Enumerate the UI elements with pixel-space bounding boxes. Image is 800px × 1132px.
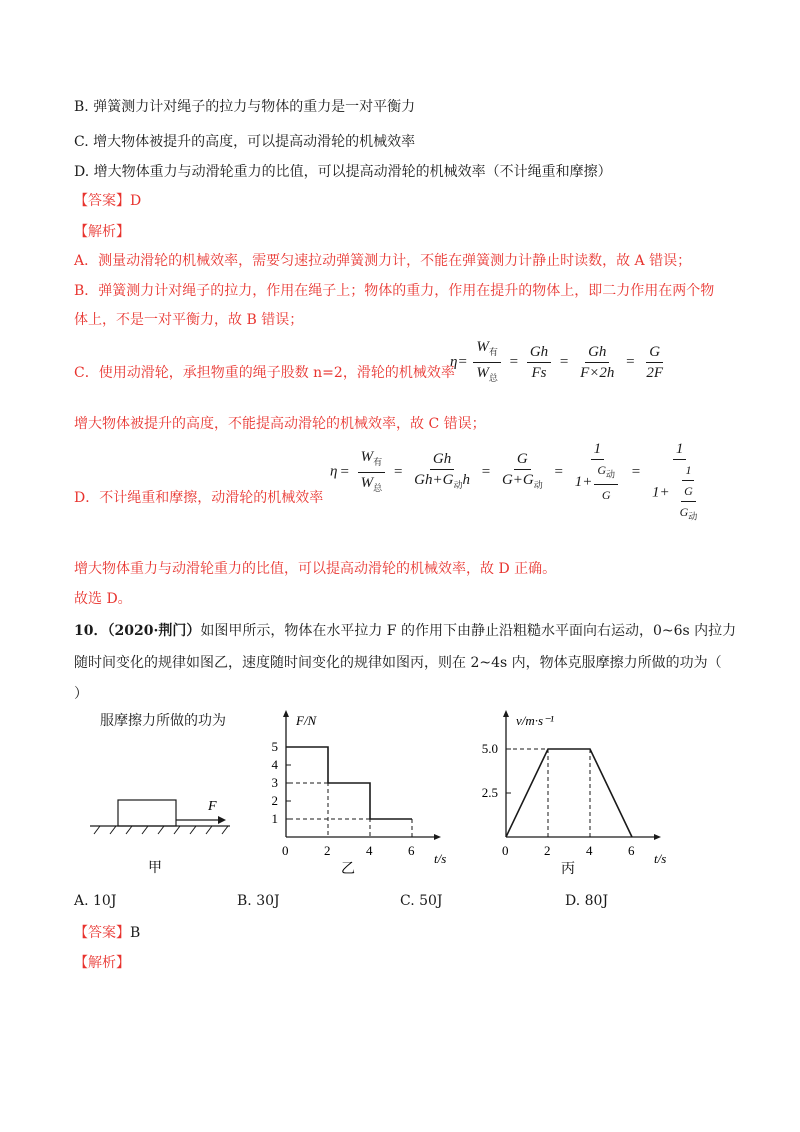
answer-value-2: B — [130, 925, 141, 941]
option-c: C. 增大物体被提升的高度，可以提高动滑轮的机械效率 — [74, 134, 416, 150]
y-axis-arrow — [503, 710, 509, 717]
efficiency-formula-c: η= $\frac{W_有}{W_总}$ = $\frac{Gh}{Fs}$ = $\frac{Gh}{F\times 2h}$ = $\frac{G}{2F}$ — [450, 339, 664, 383]
answer-tag-2: 【答案】 — [74, 925, 130, 941]
y-tick-label: 1 — [271, 811, 278, 826]
y-tick-label: 2 — [271, 793, 278, 808]
figure-note: 服摩擦力所做的功为 — [100, 713, 226, 729]
x-tick-label: 2 — [324, 843, 331, 858]
choice-b[interactable]: B. 30J — [237, 893, 280, 909]
x-tick-label: 2 — [544, 843, 551, 858]
question-10-line3: ） — [74, 686, 88, 702]
choice-d[interactable]: D. 80J — [565, 893, 609, 909]
answer-tag: 【答案】 — [74, 193, 130, 209]
force-label: F — [208, 799, 217, 814]
efficiency-formula-d: η = $\frac{W_有}{W_总}$ = $\frac{Gh}{Gh+G_动h}$ = $\frac{G}{G+G_动}$ = 1 1+ $\frac{G_动}{G}$ = 1 1+ $\frac{1}{\frac{G}{G_动}}$ — [330, 441, 698, 522]
y-axis-arrow — [283, 710, 289, 717]
question-10-line1 — [74, 620, 736, 640]
answer-line — [74, 190, 141, 210]
analysis-tag: 【解析】 — [74, 224, 130, 240]
y-tick-label: 5.0 — [481, 741, 498, 756]
block — [118, 800, 176, 826]
x-axis-label: t/s — [654, 851, 667, 866]
caption-jia: 甲 — [148, 860, 162, 876]
y-axis-label: F/N — [296, 713, 317, 728]
question-source: （2020·荆门） — [107, 623, 201, 639]
explanation-c-line1: C．使用动滑轮，承担物重的绳子股数 n=2，滑轮的机械效率 — [74, 365, 455, 381]
chart-caption: 丙 — [561, 861, 575, 875]
x-tick-label: 4 — [366, 843, 373, 858]
option-b: B. 弹簧测力计对绳子的拉力与物体的重力是一对平衡力 — [74, 99, 416, 115]
x-tick-label: 6 — [628, 843, 635, 858]
y-tick-label: 4 — [271, 757, 278, 772]
y-tick-label: 3 — [271, 775, 278, 790]
question-10-line2: 随时间变化的规律如图乙，速度随时间变化的规律如图丙，则在 2~4s 内，物体克服摩擦力所做的功为（ — [74, 655, 722, 671]
chart-force-time — [250, 705, 450, 875]
x-tick-label: 0 — [502, 843, 509, 858]
chart-velocity-time — [470, 705, 670, 875]
force-arrowhead — [218, 816, 226, 824]
explanation-c-line2: 增大物体被提升的高度，不能提高动滑轮的机械效率，故 C 错误； — [74, 416, 486, 432]
explanation-a: A．测量动滑轮的机械效率，需要匀速拉动弹簧测力计，不能在弹簧测力计静止时读数，故 A 错误； — [74, 253, 692, 269]
x-tick-label: 0 — [282, 843, 289, 858]
explanation-b-line1: B．弹簧测力计对绳子的拉力，作用在绳子上；物体的重力，作用在提升的物体上，即二力作用在两个物 — [74, 283, 715, 299]
x-axis-arrow — [434, 834, 441, 840]
explanation-d-line2: 增大物体重力与动滑轮重力的比值，可以提高动滑轮的机械效率，故 D 正确。 — [74, 561, 557, 577]
figure-jia — [90, 780, 240, 880]
explanation-b-line2: 体上，不是一对平衡力，故 B 错误； — [74, 312, 304, 328]
y-tick-label: 5 — [271, 739, 278, 754]
x-tick-label: 4 — [586, 843, 593, 858]
y-axis-label: v/m·s⁻¹ — [516, 713, 554, 728]
analysis-tag-2: 【解析】 — [74, 955, 130, 971]
choice-a[interactable]: A. 10J — [74, 893, 117, 909]
chart-caption: 乙 — [341, 861, 355, 875]
x-axis-arrow — [654, 834, 661, 840]
ground-hatch — [94, 826, 228, 834]
choice-c[interactable]: C. 50J — [400, 893, 443, 909]
conclusion: 故选 D。 — [74, 591, 132, 607]
y-tick-label: 2.5 — [481, 785, 498, 800]
answer-value: D — [130, 193, 142, 209]
series-line — [506, 749, 632, 837]
x-axis-label: t/s — [434, 851, 447, 866]
question-text-1: 如图甲所示，物体在水平拉力 F 的作用下由静止沿粗糙水平面向右运动，0~6s 内拉力 — [200, 623, 737, 639]
answer-line-2 — [74, 922, 140, 942]
x-tick-label: 6 — [408, 843, 415, 858]
question-number: 10． — [74, 623, 108, 639]
option-d: D. 增大物体重力与动滑轮重力的比值，可以提高动滑轮的机械效率（不计绳重和摩擦） — [74, 164, 612, 180]
explanation-d-line1: D．不计绳重和摩擦，动滑轮的机械效率 — [74, 490, 324, 506]
